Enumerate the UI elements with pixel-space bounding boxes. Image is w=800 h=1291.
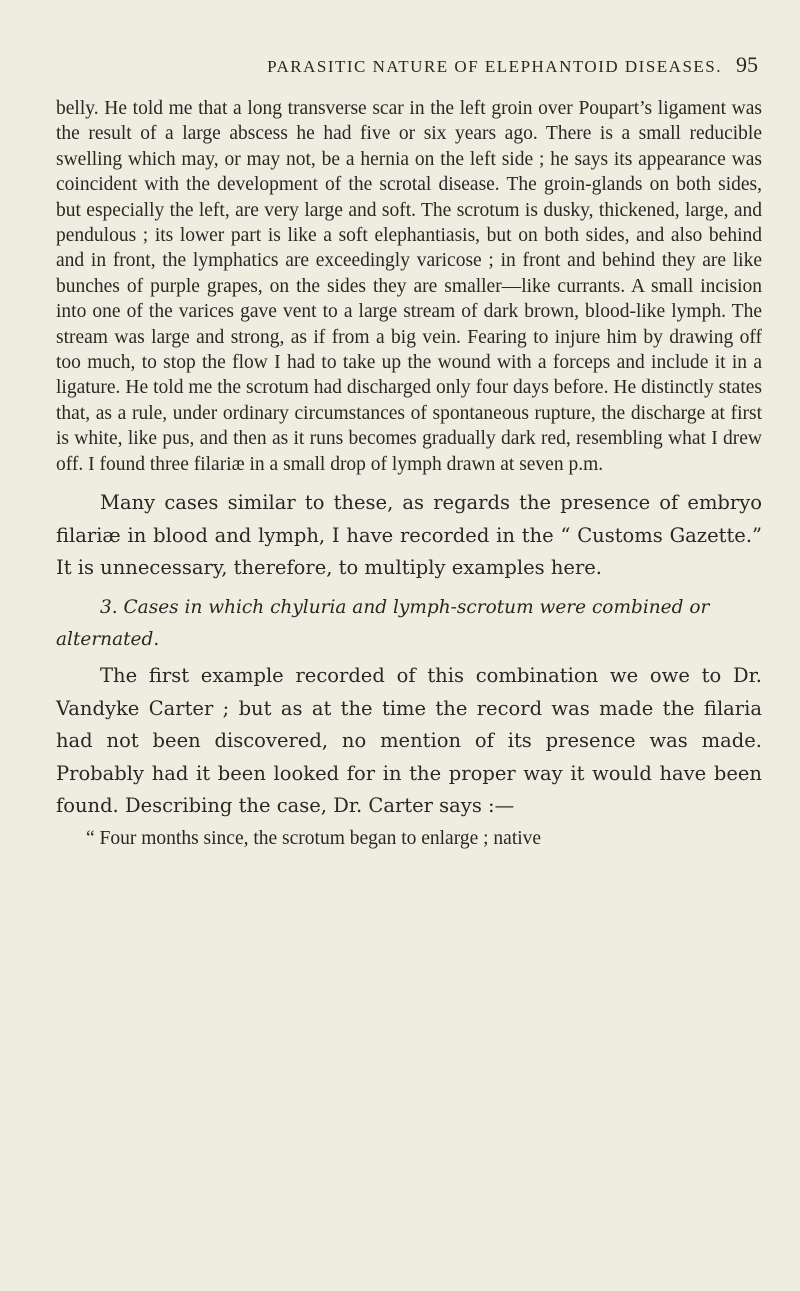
book-page (56, 52, 762, 852)
many-cases-paragraph: Many cases similar to these, as regards the presence of embryo filariæ in blood and lymph, I have recorded in the “ Customs Gazette.” It is unnecessary, therefore, to multiply examples here. (56, 491, 762, 579)
section-heading: 3. Cases in which chyluria and lymph-scrotum were combined or alternated. (56, 597, 710, 651)
case-description-paragraph: belly. He told me that a long transverse scar in the left groin over Poupart’s ligament was the result of a large abscess he had five or six years ago. There is a small reducible swelling which may, or may not, be a hernia on the left side ; he says its appearance was coincident with the development of the scrotal disease. The groin-glands on both sides, but especially the left, are very large and soft. The scrotum is dusky, thickened, large, and pendulous ; its lower part is like a soft elephantiasis, but on both sides, and also behind and in front, the lymphatics are exceedingly varicose ; in front and behind they are like bunches of purple grapes, on the sides they are smaller—like currants. A small incision into one of the varices gave vent to a large stream of dark brown, blood-like lymph. The stream was large and strong, as if from a big vein. Fearing to injure him by drawing off too much, to stop the flow I had to take up the wound with a forceps and include it in a ligature. He told me the scrotum had discharged only four days before. He distinctly states that, as a rule, under ordinary circumstances of spontaneous rupture, the discharge at first is white, like pus, and then as it runs becomes gradually dark red, resembling what I drew off. I found three filariæ in a small drop of lymph drawn at seven p.m. (56, 98, 762, 475)
running-title: PARASITIC NATURE OF ELEPHANTOID DISEASES. (267, 57, 722, 76)
quotation-start: “ Four months since, the scrotum began to enlarge ; native (86, 828, 542, 850)
first-example-paragraph: The first example recorded of this combination we owe to Dr. Vandyke Carter ; but as at the time the record was made the filaria had not been discovered, no mention of its presence was made. Probably had it been looked for in the proper way it would have been found. Describing the case, Dr. Carter says :— (56, 664, 762, 817)
page-number: 95 (736, 52, 758, 77)
running-head (56, 52, 762, 78)
